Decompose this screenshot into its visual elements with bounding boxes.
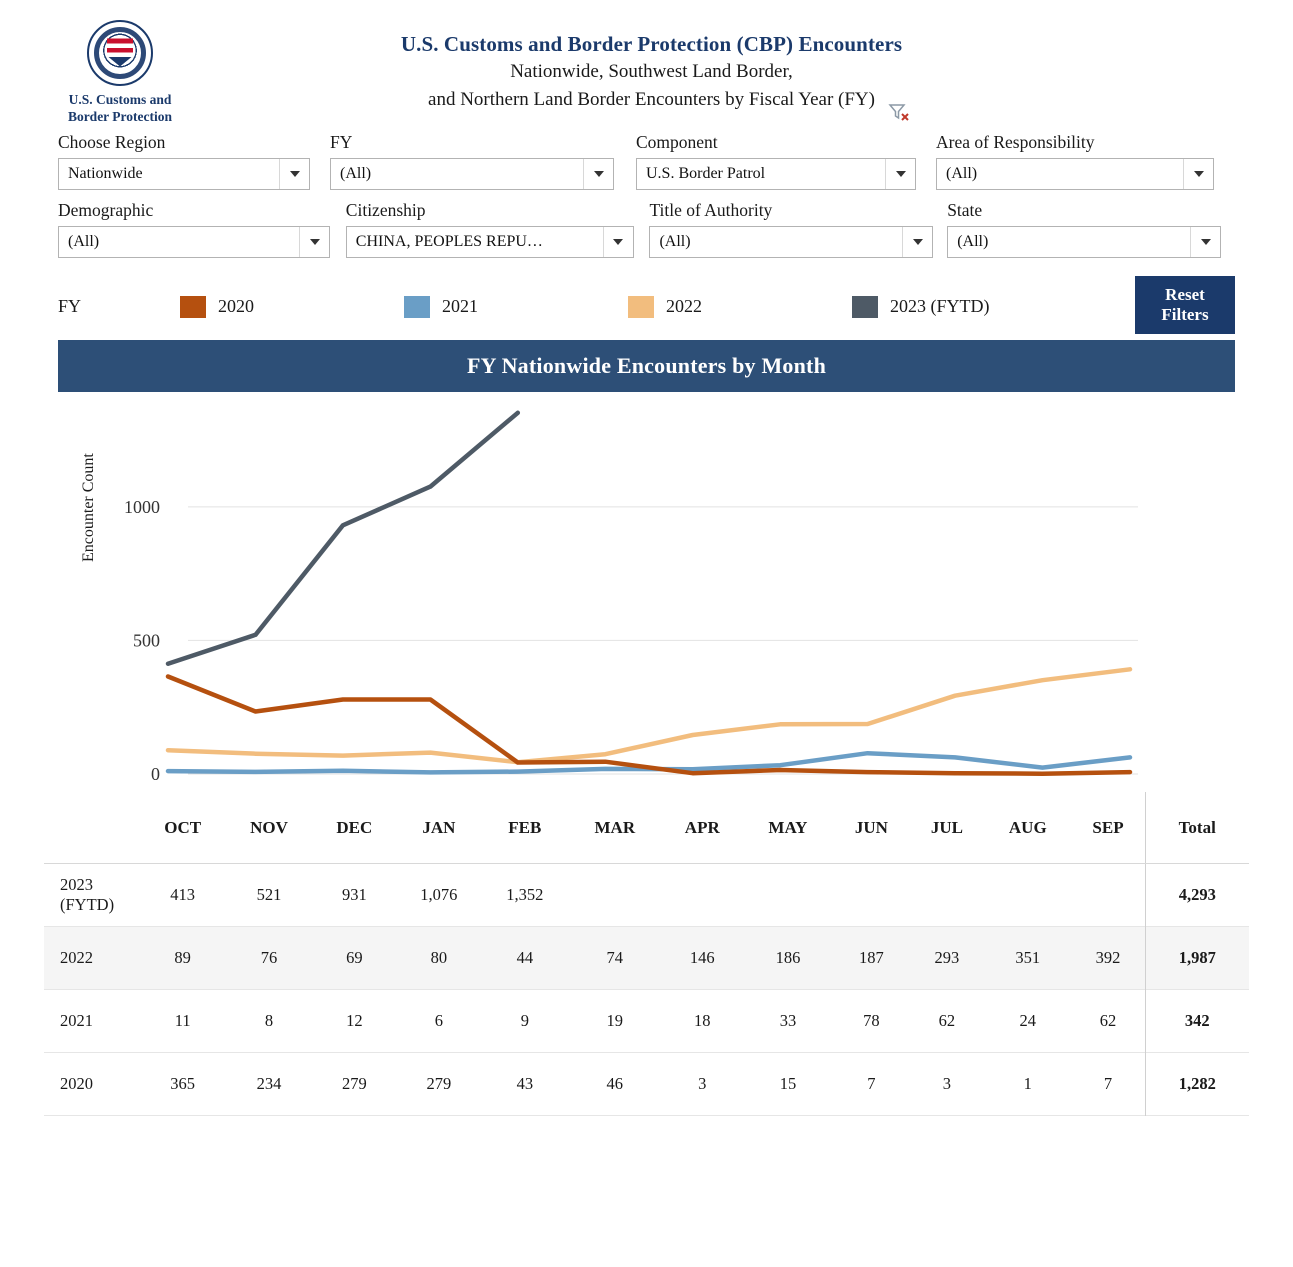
table-cell: 279	[426, 1074, 452, 1094]
table-row	[44, 1053, 1249, 1116]
select-area-of-responsibility[interactable]	[936, 158, 1214, 190]
table-cell: 7	[1072, 1053, 1145, 1116]
select-choose-region[interactable]	[58, 158, 310, 190]
table-cell: 234	[256, 1074, 282, 1094]
chevron-down-icon[interactable]	[603, 227, 633, 257]
select-value-state: (All)	[957, 232, 989, 250]
table-header-jun: JUN	[833, 792, 910, 864]
table-header-aug: AUG	[984, 792, 1071, 864]
table-header-nov: NOV	[225, 792, 312, 864]
data-table	[44, 792, 1249, 1117]
filter-label-citizenship: Citizenship	[345, 199, 426, 220]
select-title-of-authority[interactable]	[649, 226, 933, 258]
table-cell: 392	[1072, 927, 1145, 990]
table-cell: 365	[170, 1074, 196, 1094]
chart-line-2022	[168, 669, 1130, 762]
cbp-logo	[0, 14, 240, 126]
y-axis-title: Encounter Count	[80, 452, 97, 562]
filter-label-state: State	[947, 199, 983, 220]
legend-label-2023: 2023 (FYTD)	[890, 296, 990, 317]
filter-label-area-of-responsibility: Area of Responsibility	[936, 131, 1095, 152]
cbp-logo-text	[0, 92, 240, 126]
table-header-row	[44, 792, 1249, 864]
table-head	[44, 792, 1249, 864]
table-cell: 3	[698, 1074, 707, 1094]
legend-swatch-2020	[180, 296, 206, 318]
filter-choose-region	[58, 132, 330, 190]
table-row	[44, 990, 1249, 1053]
y-axis-tick-label: 500	[133, 630, 160, 651]
select-value-area-of-responsibility: (All)	[946, 164, 978, 182]
title-sub-1: Nationwide, Southwest Land Border,	[510, 61, 793, 82]
select-value-demographic: (All)	[68, 232, 100, 250]
filter-bar	[0, 126, 1293, 258]
table-row-year: 2022	[60, 948, 93, 968]
table-cell-total: 342	[1145, 990, 1249, 1053]
clear-filter-icon[interactable]	[888, 102, 910, 127]
table-cell: 413	[170, 885, 196, 905]
chart-panel-title: FY Nationwide Encounters by Month	[58, 340, 1235, 392]
table-cell	[568, 864, 662, 927]
table-cell: 89	[174, 948, 191, 968]
page-title	[240, 14, 1293, 112]
legend-swatch-2022	[628, 296, 654, 318]
filter-label-choose-region: Choose Region	[58, 131, 166, 152]
table-cell: 43	[516, 1074, 534, 1094]
legend-label-2021: 2021	[442, 296, 478, 317]
select-value-fy: (All)	[340, 164, 372, 182]
table-body	[44, 864, 1249, 1116]
select-demographic[interactable]	[58, 226, 330, 258]
y-axis-tick-label: 0	[151, 763, 160, 784]
title-sub-2: and Northern Land Border Encounters by Fiscal Year (FY)	[428, 88, 875, 110]
table-cell: 74	[606, 948, 624, 968]
filter-label-fy: FY	[330, 131, 353, 152]
table-cell: 187	[859, 948, 884, 968]
table-cell: 931	[341, 885, 367, 905]
legend-item-2022[interactable]	[628, 296, 852, 318]
chevron-down-icon[interactable]	[885, 159, 915, 189]
filter-fy	[330, 132, 636, 190]
table-cell: 19	[606, 1011, 624, 1031]
table-header-total: Total	[1145, 792, 1249, 864]
table-cell: 9	[520, 1011, 529, 1031]
table-header-jul: JUL	[910, 792, 984, 864]
table-cell: 6	[434, 1011, 443, 1031]
table-header-dec: DEC	[313, 792, 396, 864]
select-value-choose-region: Nationwide	[68, 164, 143, 182]
select-fy[interactable]	[330, 158, 614, 190]
table-cell: 7	[867, 1074, 876, 1094]
table-cell	[743, 864, 833, 927]
table-cell: 69	[346, 948, 363, 968]
table-cell: 46	[606, 1074, 624, 1094]
filter-row-1	[58, 132, 1235, 190]
select-citizenship[interactable]	[346, 226, 634, 258]
table-cell: 3	[942, 1074, 951, 1094]
table-header-blank	[44, 792, 140, 864]
encounters-table	[44, 792, 1249, 1117]
table-header-apr: APR	[662, 792, 743, 864]
legend-label-2022: 2022	[666, 296, 702, 317]
table-cell: 8	[264, 1011, 274, 1031]
filter-component	[636, 132, 936, 190]
chevron-down-icon[interactable]	[299, 227, 329, 257]
title-main: U.S. Customs and Border Protection (CBP) Encounters	[400, 32, 903, 56]
table-cell: 76	[260, 948, 278, 968]
table-header-jan: JAN	[396, 792, 482, 864]
table-cell: 1,076	[420, 885, 458, 905]
table-cell: 24	[1019, 1011, 1037, 1031]
filter-demographic	[58, 200, 346, 258]
table-cell: 78	[863, 1011, 880, 1031]
table-cell	[1072, 864, 1145, 927]
table-row-year: 2023 (FYTD)	[60, 875, 115, 915]
table-cell	[833, 864, 910, 927]
select-value-citizenship: CHINA, PEOPLES REPU…	[355, 232, 543, 250]
table-row-year: 2020	[60, 1074, 93, 1094]
legend-label-2020: 2020	[218, 296, 254, 317]
table-header-feb: FEB	[482, 792, 568, 864]
chart-svg	[58, 392, 1235, 792]
table-cell: 12	[346, 1011, 363, 1031]
table-cell: 521	[256, 885, 282, 905]
filter-title-of-authority	[649, 200, 947, 258]
table-cell: 18	[694, 1011, 711, 1031]
cbp-seal-icon	[87, 20, 153, 86]
table-row	[44, 927, 1249, 990]
table-cell	[984, 864, 1071, 927]
y-axis-tick-label: 1000	[124, 496, 160, 517]
legend-title: FY	[58, 296, 82, 317]
table-cell: 351	[1015, 948, 1041, 968]
table-cell: 146	[689, 948, 715, 968]
reset-filters-button[interactable]	[1135, 276, 1235, 334]
table-header-may: MAY	[743, 792, 833, 864]
chevron-down-icon[interactable]	[1183, 159, 1213, 189]
table-cell: 15	[779, 1074, 797, 1094]
chart-line-2023-fytd-	[168, 413, 518, 664]
filter-label-demographic: Demographic	[58, 199, 154, 220]
chevron-down-icon[interactable]	[902, 227, 932, 257]
table-cell: 1	[1023, 1074, 1032, 1094]
table-cell: 186	[775, 948, 801, 968]
table-cell: 279	[341, 1074, 367, 1094]
legend	[0, 268, 1293, 332]
legend-item-2020[interactable]	[180, 296, 404, 318]
filter-row-2	[58, 200, 1235, 258]
legend-item-2021[interactable]	[404, 296, 628, 318]
chevron-down-icon[interactable]	[1190, 227, 1220, 257]
table-cell: 293	[934, 948, 960, 968]
table-cell: 44	[516, 948, 534, 968]
chevron-down-icon[interactable]	[583, 159, 613, 189]
table-cell	[662, 864, 743, 927]
logo-line-1: U.S. Customs and	[68, 92, 172, 107]
select-state[interactable]	[947, 226, 1221, 258]
select-value-component: U.S. Border Patrol	[646, 164, 766, 182]
table-cell: 11	[174, 1011, 191, 1031]
legend-swatch-2023	[852, 296, 878, 318]
legend-swatch-2021	[404, 296, 430, 318]
table-cell: 80	[430, 948, 448, 968]
logo-line-2: Border Protection	[67, 108, 173, 124]
filter-label-component: Component	[636, 131, 718, 152]
table-cell: 33	[779, 1011, 797, 1031]
table-cell	[910, 864, 984, 927]
line-chart	[58, 392, 1235, 792]
reset-filters-line-2: Filters	[1161, 304, 1209, 324]
table-row-year: 2021	[60, 1011, 93, 1031]
filter-state	[947, 200, 1235, 258]
table-cell: 62	[1072, 990, 1145, 1053]
table-cell-total: 4,293	[1145, 864, 1249, 927]
table-cell-total: 1,282	[1145, 1053, 1249, 1116]
select-value-title-of-authority: (All)	[659, 232, 691, 250]
legend-item-2023[interactable]	[852, 296, 1076, 318]
table-header-oct: OCT	[140, 792, 225, 864]
filter-citizenship	[346, 200, 650, 258]
table-cell-total: 1,987	[1145, 927, 1249, 990]
table-header-sep: SEP	[1072, 792, 1145, 864]
table-cell: 1,352	[506, 885, 544, 905]
reset-filters-line-1: Reset	[1165, 285, 1205, 305]
table-row	[44, 864, 1249, 927]
table-cell: 62	[938, 1011, 956, 1031]
select-component[interactable]	[636, 158, 916, 190]
table-header-mar: MAR	[568, 792, 662, 864]
chevron-down-icon[interactable]	[279, 159, 309, 189]
filter-area-of-responsibility	[936, 132, 1226, 190]
page-header	[0, 0, 1293, 126]
filter-label-title-of-authority: Title of Authority	[649, 199, 773, 220]
